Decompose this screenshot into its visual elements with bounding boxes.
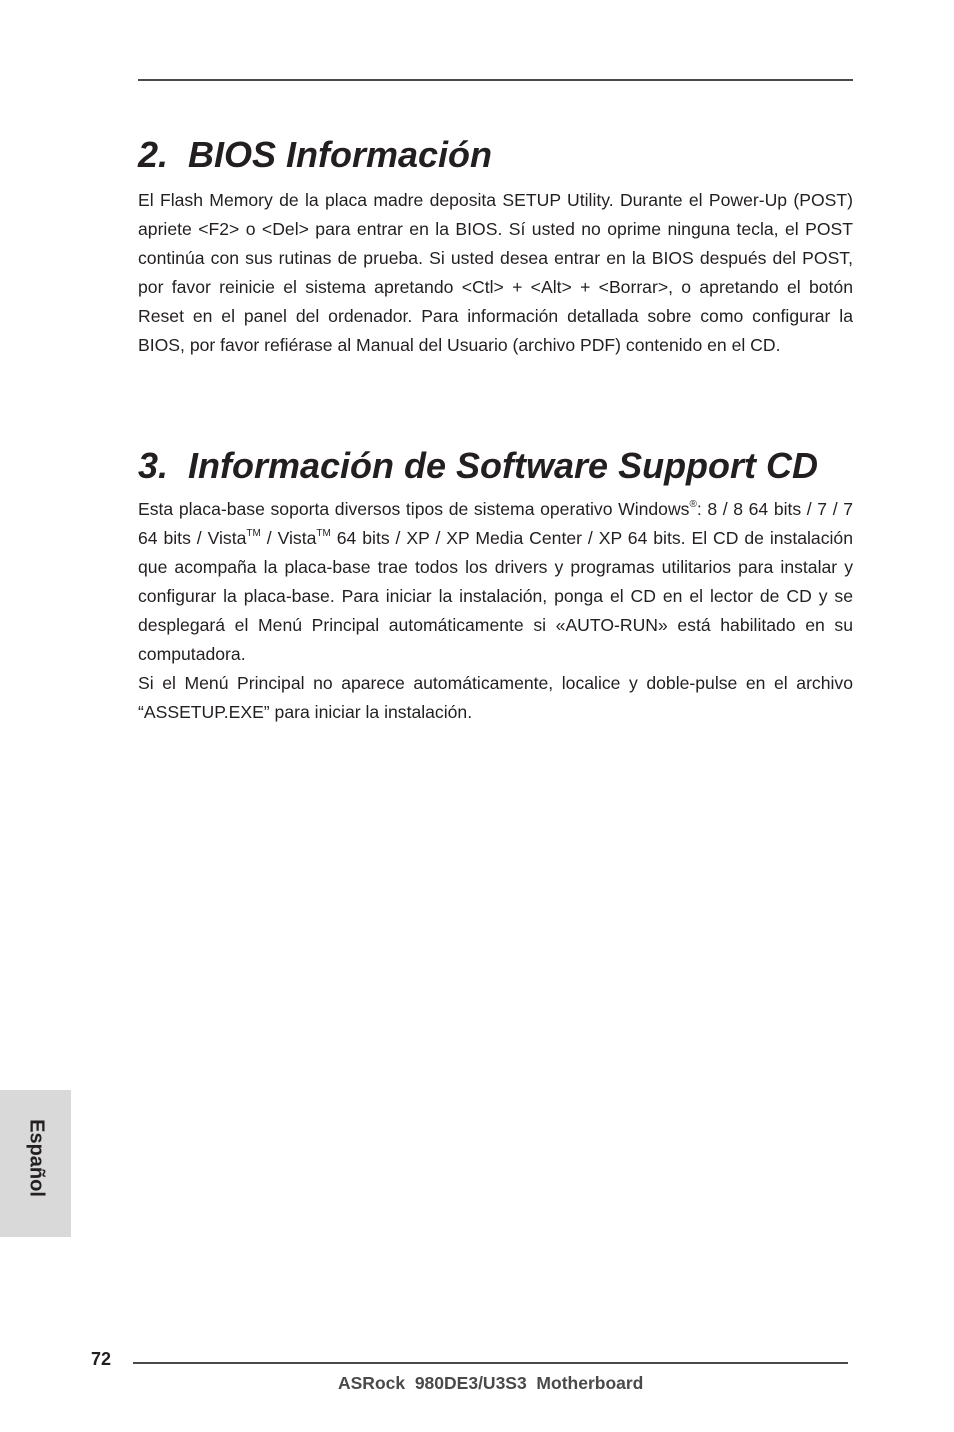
header-rule: [138, 79, 853, 81]
section-title: BIOS Información: [188, 134, 493, 175]
section-heading-bios: [138, 134, 493, 175]
footer-model-name: ASRock 980DE3/U3S3 Motherboard: [338, 1373, 644, 1393]
text-run: Esta placa-base soporta diversos tipos de sistema operativo Windows: [138, 499, 690, 519]
software-cd-paragraph: [138, 495, 853, 669]
section-heading-software-cd: [138, 445, 819, 486]
footer-rule: [133, 1362, 848, 1364]
trademark-mark: TM: [246, 528, 261, 540]
text-run: : 8 / 8 64 bits / 7 / 7 64 bits / Vista: [138, 499, 853, 548]
trademark-mark: TM: [316, 528, 331, 540]
text-run: / Vista: [260, 528, 317, 548]
section-number: 3.: [138, 445, 169, 486]
page-number: 72: [91, 1349, 112, 1369]
bios-paragraph: El Flash Memory de la placa madre deposita SETUP Utility. Durante el Power-Up (POST) apriete <F2> o <Del> para entrar en la BIOS. Sí usted no oprime ninguna tecla, el POST continúa con sus rutinas de prueba. Si usted desea entrar en la BIOS después del POST, por favor reinicie el sistema apretando <Ctl> + <Alt> + <Borrar>, o apretando el botón Reset en el panel del ordenador. Para información detallada sobre como configurar la BIOS, por favor refiérase al Manual del Usuario (archivo PDF) contenido en el CD.: [138, 190, 853, 355]
registered-mark: ®: [689, 499, 697, 511]
language-tab-label: Español: [25, 1119, 48, 1197]
section-title: Información de Software Support CD: [188, 445, 819, 486]
software-cd-autorun-note: Si el Menú Principal no aparece automáticamente, localice y doble-pulse en el archivo “ASSETUP.EXE” para iniciar la instalación.: [138, 673, 853, 722]
section-number: 2.: [138, 134, 169, 175]
text-run: 64 bits / XP / XP Media Center / XP 64 bits. El CD de instalación que acompaña la placa-base trae todos los drivers y programas utilitarios para instalar y configurar la placa-base. Para iniciar la instalación, ponga el CD en el lector de CD y se desplegará el Menú Principal automáticamente si «AUTO-RUN» está habilitado en su computadora.: [138, 528, 853, 664]
